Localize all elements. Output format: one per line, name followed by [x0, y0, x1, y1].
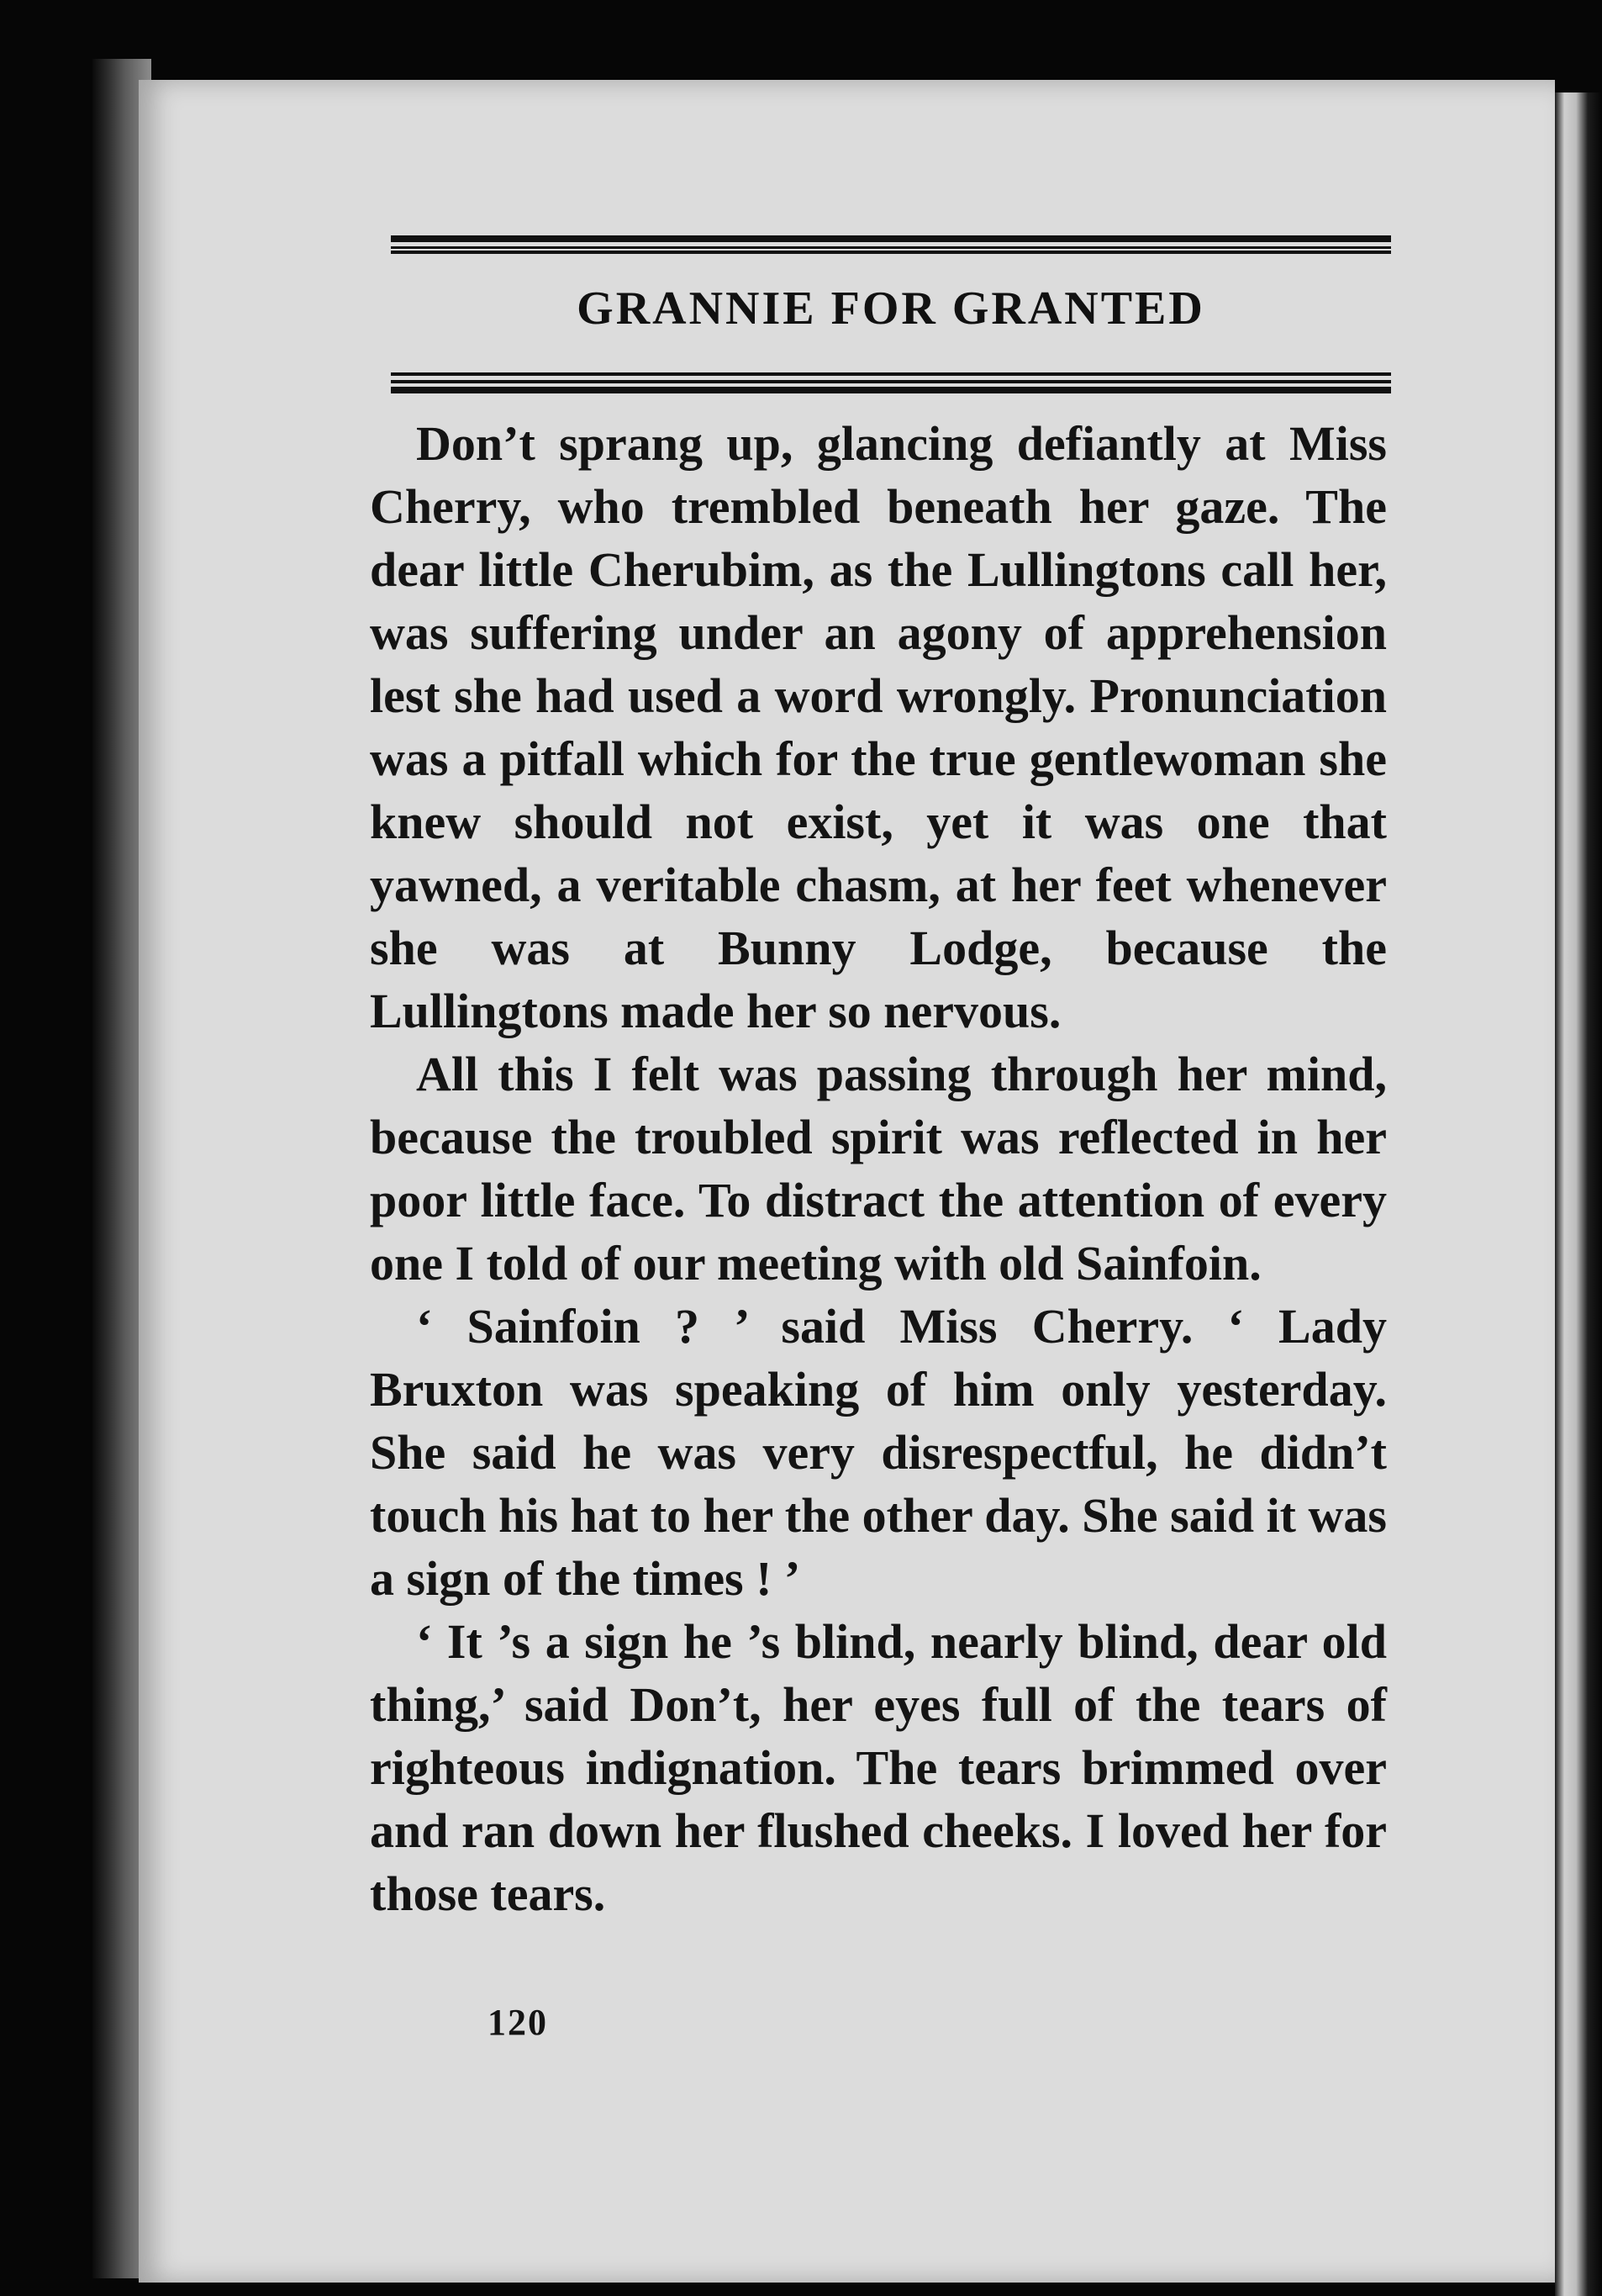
book-page-edge: [1555, 92, 1602, 2296]
body-text: [370, 412, 1387, 1925]
paragraph-1: Don’t sprang up, glancing defiantly at Miss Cherry, who trembled beneath her gaze. The dear little Cherubim, as the Lullingtons call her, was suffering under an agony of apprehension lest she had used a word wrongly. Pronunciation was a pitfall which for the true gentlewoman she knew should not exist, yet it was one that yawned, a veritable chasm, at her feet whenever she was at Bunny Lodge, because the Lullingtons made her so nervous.: [370, 416, 1387, 1038]
running-head: GRANNIE FOR GRANTED: [577, 282, 1205, 335]
paragraph-4: ‘ It ’s a sign he ’s blind, nearly blind, dear old thing,’ said Don’t, her eyes full of the tears of righteous indignation. The tears brimmed over and ran down her flushed cheeks. I loved her for those tears.: [370, 1614, 1387, 1921]
page-number: 120: [487, 2002, 548, 2043]
header-rule-bottom: [391, 372, 1391, 398]
paragraph-3: ‘ Sainfoin ? ’ said Miss Cherry. ‘ Lady Bruxton was speaking of him only yesterday. She said he was very disrespectful, he didn’t touch his hat to her the other day. She said it was a sign of the times ! ’: [370, 1299, 1387, 1606]
header-rule-top: [391, 235, 1391, 254]
paragraph-2: All this I felt was passing through her mind, because the troubled spirit was reflected in her poor little face. To distract the attention of every one I told of our meeting with old Sainfoin.: [370, 1047, 1387, 1291]
